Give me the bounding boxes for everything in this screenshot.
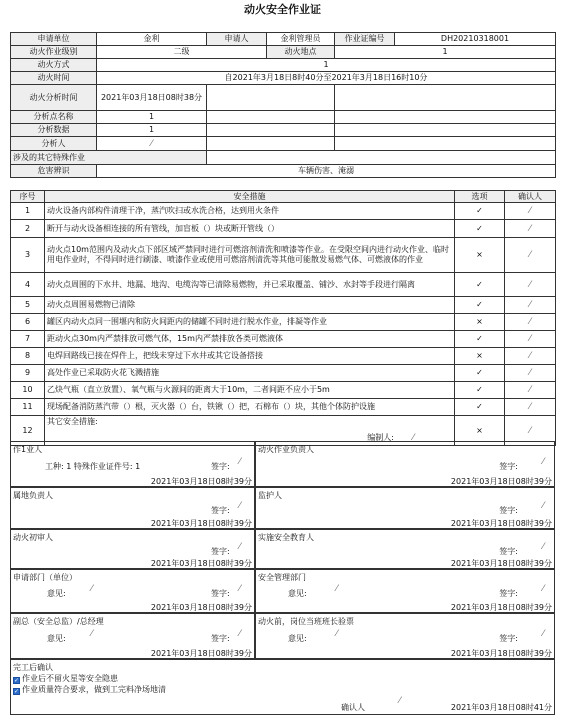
table-row: 4 动火点周围的下水井、地漏、地沟、电缆沟等已清除易燃物，并已采取覆盖、铺沙、水封等手段进行隔离 ✓ ⁄ <box>11 273 556 297</box>
applicant-unit-label: 申请单位 <box>11 33 97 46</box>
table-row: 10 乙炔气瓶（直立放置）、氧气瓶与火源间的距离大于10m，二者间距不应小于5m ✓ ⁄ <box>11 382 556 399</box>
col-option: 选项 <box>455 191 505 203</box>
checkbox-checked-icon[interactable]: ✓ <box>14 677 20 684</box>
completion-label: 完工后确认 <box>13 663 53 672</box>
worker-sign-label: 签字: <box>211 462 230 471</box>
analyst-label: 分析人 <box>11 137 97 151</box>
owner-section: 属地负责人 签字: ⁄ 2021年03月18日08时39分 <box>10 487 255 529</box>
header-table <box>10 32 556 178</box>
col-confirmer: 确认人 <box>505 191 556 203</box>
applicant-unit-value: 金利 <box>97 33 207 46</box>
analysis-time-label: 动火分析时间 <box>11 85 97 111</box>
analysis-time-value: 2021年03月18日08时38分 <box>97 85 207 111</box>
educator-section: 实施安全教育人 签字: ⁄ 2021年03月18日08时39分 <box>255 529 555 569</box>
col-measure: 安全措施 <box>45 191 455 203</box>
permit-no-label: 作业证编号 <box>335 33 395 46</box>
table-row: 11 现场配备消防蒸汽带（）根，灭火器（）台，铁锹（）把，石棉布（）块，其他个体防护设施 ✓ ⁄ <box>11 399 556 416</box>
dept-section: 申请部门（单位） 意见: ⁄ 签字: ⁄ 2021年03月18日08时39分 <box>10 569 255 613</box>
method-value: 1 <box>97 59 556 72</box>
reviewer-section: 动火初审人 签字: ⁄ 2021年03月18日08时39分 <box>10 529 255 569</box>
completion-confirmer-label: 确认人 <box>341 703 365 712</box>
applicant-value: 金利管理员 <box>267 33 335 46</box>
table-row: 12 其它安全措施: 编制人: ⁄ × ⁄ <box>11 416 556 446</box>
leader-section: 动火作业负责人 签字: ⁄ 2021年03月18日08时39分 <box>255 441 555 487</box>
time-value: 自2021年3月18日8时40分至2021年3月18日16时10分 <box>97 72 556 85</box>
other-measures-label: 其它安全措施: <box>47 417 98 426</box>
method-label: 动火方式 <box>11 59 97 72</box>
worker-line: 工种: 1 特殊作业证件号: 1 <box>45 462 141 471</box>
table-row: 9 高处作业已采取防火花飞溅措施 ✓ ⁄ <box>11 365 556 382</box>
level-value: 二级 <box>97 46 267 59</box>
table-row: 7 距动火点30m内严禁排放可燃气体，15m内严禁排放各类可燃液体 ✓ ⁄ <box>11 331 556 348</box>
location-label: 动火地点 <box>267 46 335 59</box>
chief-section: 副总（安全总监）/总经理 意见: ⁄ 签字: ⁄ 2021年03月18日08时39分 <box>10 613 255 659</box>
completion-date: 2021年03月18日08时41分 <box>450 703 552 712</box>
col-no: 序号 <box>11 191 45 203</box>
point-name-value: 1 <box>97 111 207 124</box>
completion-item-2: ✓ 作业质量符合要求，做到工完料净场地清 <box>14 685 166 695</box>
permit-no-value: DH20210318001 <box>395 33 556 46</box>
location-value: 1 <box>335 46 556 59</box>
measures-table <box>10 190 556 446</box>
level-label: 动火作业级别 <box>11 46 97 59</box>
table-row: 5 动火点周围易燃物已清除 ✓ ⁄ <box>11 297 556 314</box>
worker-date: 2021年03月18日08时39分 <box>150 477 252 486</box>
table-row: 6 罐区内动火点同一围堰内和防火间距内的储罐不同时进行脱水作业，排凝等作业 × ⁄ <box>11 314 556 331</box>
analysis-data-label: 分析数据 <box>11 124 97 137</box>
guardian-section: 监护人 签字: ⁄ 2021年03月18日08时39分 <box>255 487 555 529</box>
compiler-label: 编制人: <box>367 433 394 442</box>
analysis-data-value: 1 <box>97 124 207 137</box>
table-row: 1 动火设备内部构件清理干净，蒸汽吹扫或水洗合格，达到用火条件 ✓ ⁄ <box>11 203 556 220</box>
safety-dept-section: 安全管理部门 意见: ⁄ 签字: ⁄ 2021年03月18日08时39分 <box>255 569 555 613</box>
page-title: 动火安全作业证 <box>244 3 321 16</box>
table-row: 2 断开与动火设备相连接的所有管线，加盲板（）块或断开管线（） ✓ ⁄ <box>11 220 556 238</box>
table-row: 8 电焊回路线已接在焊件上，把线未穿过下水井或其它设备搭接 × ⁄ <box>11 348 556 365</box>
worker-section: 作1业人 工种: 1 特殊作业证件号: 1 签字: ⁄ 2021年03月18日08时39分 <box>10 441 255 487</box>
time-label: 动火时间 <box>11 72 97 85</box>
analyst-signature: ⁄ <box>97 137 207 151</box>
checkbox-checked-icon[interactable]: ✓ <box>14 688 20 695</box>
applicant-label: 申请人 <box>207 33 267 46</box>
table-row: 3 动火点10m范围内及动火点下部区域严禁同时进行可燃溶剂清洗和喷漆等作业。在受限空间内进行动火作业、临时用电作业时，不得同时进行刷漆、喷漆作业或使用可燃溶剂清洗等其他可能散发易燃气体、可燃液体的作业 × ⁄ <box>11 238 556 273</box>
hazard-value: 车辆伤害、淹溺 <box>97 165 556 178</box>
hazard-label: 危害辨识 <box>11 165 97 178</box>
completion-item-1: ✓ 作业后不留火星等安全隐患 <box>14 674 118 684</box>
completion-section: 完工后确认 ✓ 作业后不留火星等安全隐患 ✓ 作业质量符合要求，做到工完料净场地清 确认人 ⁄ 2021年03月18日08时41分 <box>10 659 555 715</box>
shift-leader-section: 动火前，岗位当班班长验票 意见: ⁄ 签字: ⁄ 2021年03月18日08时39分 <box>255 613 555 659</box>
special-work-label: 涉及的其它特殊作业 <box>11 151 207 165</box>
point-name-label: 分析点名称 <box>11 111 97 124</box>
